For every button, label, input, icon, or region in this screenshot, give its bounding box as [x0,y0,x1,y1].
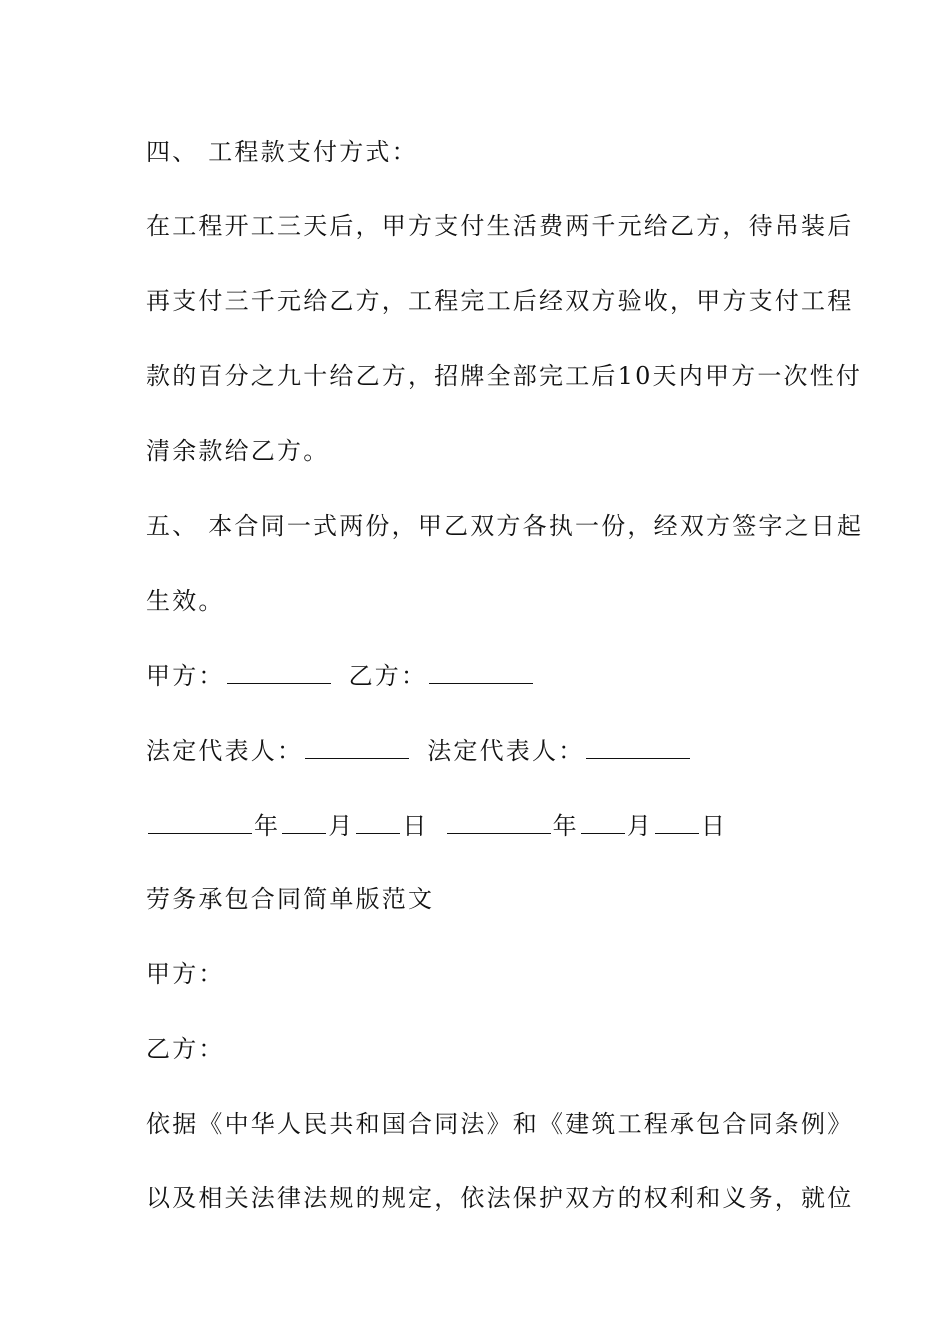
month-a-blank[interactable] [282,811,326,834]
rep-a-blank[interactable] [305,736,409,759]
day-b-label: 日 [701,812,728,840]
party-signature-row [146,660,826,692]
rep-b-label: 法定代表人： [427,737,585,765]
second-party-b-label: 乙方： [146,1035,225,1063]
representative-row [146,735,826,767]
day-a-blank[interactable] [356,811,400,834]
section-5-line-2: 生效。 [146,587,225,615]
section-4-line-2: 再支付三千元给乙方，工程完工后经双方验收，甲方支付工程 [146,287,854,315]
second-body-line-1: 依据《中华人民共和国合同法》和《建筑工程承包合同条例》 [146,1110,854,1138]
month-b-label: 月 [626,812,654,840]
year-b-blank[interactable] [447,811,551,834]
day-a-label: 日 [402,812,429,840]
day-b-blank[interactable] [655,811,699,834]
second-document-title: 劳务承包合同简单版范文 [146,885,435,913]
year-a-blank[interactable] [148,811,252,834]
section-5-line-1: 五、 本合同一式两份，甲乙双方各执一份，经双方签字之日起 [146,512,864,540]
party-b-label: 乙方： [348,662,428,690]
month-a-label: 月 [328,812,355,840]
party-b-blank[interactable] [429,661,533,684]
year-b-label: 年 [552,812,579,840]
year-a-label: 年 [254,812,281,840]
section-4-line-3: 款的百分之九十给乙方，招牌全部完工后10天内甲方一次性付 [146,362,863,390]
party-a-blank[interactable] [227,661,331,684]
rep-b-blank[interactable] [586,736,690,759]
date-row [146,810,826,842]
second-party-a-label: 甲方： [146,960,225,988]
section-4-line-4: 清余款给乙方。 [146,437,330,465]
second-body-line-2: 以及相关法律法规的规定，依法保护双方的权利和义务，就位 [146,1184,854,1212]
party-a-label: 甲方： [146,662,225,690]
section-4-heading: 四、 工程款支付方式： [146,138,418,166]
section-4-line-1: 在工程开工三天后，甲方支付生活费两千元给乙方，待吊装后 [146,212,854,240]
month-b-blank[interactable] [581,811,625,834]
rep-a-label: 法定代表人： [146,737,304,765]
